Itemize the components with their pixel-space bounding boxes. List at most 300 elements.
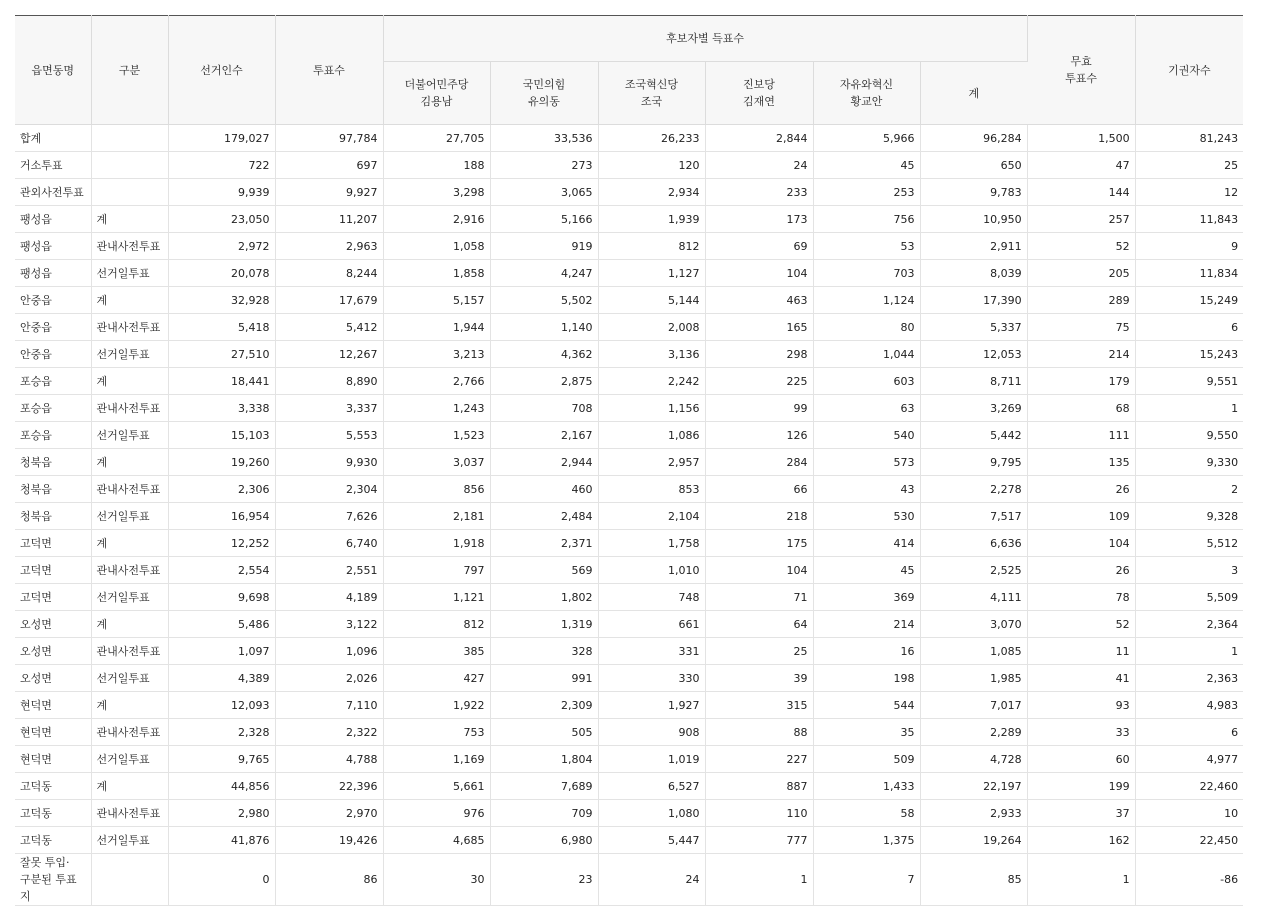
cell-category: 선거일투표 [91,827,168,854]
cell-category: 계 [91,287,168,314]
cell-category [91,854,168,906]
cell-candidate-total: 12,053 [920,341,1027,368]
cell-electors: 32,928 [168,287,275,314]
cell-candidate-1: 27,705 [383,125,490,152]
cell-candidate-1: 1,918 [383,530,490,557]
cell-candidate-2: 23 [490,854,598,906]
cell-category: 계 [91,449,168,476]
cell-candidate-5: 369 [813,584,920,611]
cell-voters: 3,337 [275,395,383,422]
cell-candidate-2: 33,536 [490,125,598,152]
table-header [15,16,1243,125]
cell-electors: 23,050 [168,206,275,233]
cell-candidate-1: 30 [383,854,490,906]
cell-candidate-4: 104 [705,557,813,584]
cell-category: 계 [91,206,168,233]
cell-candidate-3: 1,927 [598,692,705,719]
cell-category: 선거일투표 [91,746,168,773]
header-candidate-group: 후보자별 득표수 [383,16,1027,62]
cell-category [91,125,168,152]
cell-candidate-4: 88 [705,719,813,746]
cell-candidate-2: 569 [490,557,598,584]
cell-candidate-1: 2,181 [383,503,490,530]
cell-category: 관내사전투표 [91,314,168,341]
cell-abstain: 2,363 [1135,665,1243,692]
cell-electors: 2,306 [168,476,275,503]
cell-candidate-2: 3,065 [490,179,598,206]
cell-candidate-2: 919 [490,233,598,260]
cell-candidate-5: 80 [813,314,920,341]
cell-category: 관내사전투표 [91,557,168,584]
cell-abstain: -86 [1135,854,1243,906]
cell-candidate-1: 5,661 [383,773,490,800]
cell-district: 오성면 [15,665,91,692]
cell-electors: 1,097 [168,638,275,665]
cell-candidate-3: 2,104 [598,503,705,530]
candidate-party: 국민의힘 [522,78,566,91]
cell-candidate-total: 1,985 [920,665,1027,692]
cell-candidate-5: 45 [813,152,920,179]
cell-electors: 2,328 [168,719,275,746]
table-row [15,125,1243,152]
cell-district: 포승읍 [15,395,91,422]
cell-candidate-4: 64 [705,611,813,638]
cell-candidate-total: 17,390 [920,287,1027,314]
cell-candidate-4: 99 [705,395,813,422]
cell-electors: 722 [168,152,275,179]
cell-candidate-4: 69 [705,233,813,260]
cell-voters: 12,267 [275,341,383,368]
header-candidate-5 [813,62,920,125]
cell-candidate-4: 218 [705,503,813,530]
cell-invalid: 111 [1027,422,1135,449]
cell-electors: 5,486 [168,611,275,638]
cell-district: 안중읍 [15,314,91,341]
cell-candidate-2: 2,167 [490,422,598,449]
cell-candidate-4: 175 [705,530,813,557]
header-candidate-2 [490,62,598,125]
cell-category: 관내사전투표 [91,395,168,422]
cell-candidate-5: 1,124 [813,287,920,314]
cell-category: 관내사전투표 [91,800,168,827]
cell-candidate-5: 603 [813,368,920,395]
cell-invalid: 199 [1027,773,1135,800]
cell-candidate-1: 856 [383,476,490,503]
cell-candidate-2: 2,371 [490,530,598,557]
cell-abstain: 2,364 [1135,611,1243,638]
cell-candidate-5: 7 [813,854,920,906]
cell-candidate-1: 427 [383,665,490,692]
table-row [15,341,1243,368]
cell-candidate-3: 853 [598,476,705,503]
cell-category: 선거일투표 [91,584,168,611]
cell-candidate-total: 9,795 [920,449,1027,476]
table-row [15,638,1243,665]
cell-electors: 5,418 [168,314,275,341]
cell-candidate-total: 7,017 [920,692,1027,719]
cell-abstain: 12 [1135,179,1243,206]
cell-electors: 2,980 [168,800,275,827]
header-district: 읍면동명 [15,16,91,125]
cell-invalid: 68 [1027,395,1135,422]
cell-electors: 12,252 [168,530,275,557]
cell-invalid: 37 [1027,800,1135,827]
cell-candidate-3: 5,144 [598,287,705,314]
cell-candidate-3: 661 [598,611,705,638]
cell-candidate-4: 165 [705,314,813,341]
cell-candidate-1: 1,922 [383,692,490,719]
cell-district: 포승읍 [15,422,91,449]
cell-invalid: 162 [1027,827,1135,854]
candidate-name: 조국 [640,95,663,108]
header-electors: 선거인수 [168,16,275,125]
cell-electors: 44,856 [168,773,275,800]
cell-candidate-4: 39 [705,665,813,692]
cell-abstain: 22,460 [1135,773,1243,800]
header-invalid-line1: 무효 [1070,55,1092,68]
cell-candidate-4: 777 [705,827,813,854]
cell-abstain: 6 [1135,719,1243,746]
cell-invalid: 52 [1027,611,1135,638]
cell-candidate-4: 1 [705,854,813,906]
cell-category: 선거일투표 [91,503,168,530]
cell-voters: 2,304 [275,476,383,503]
cell-candidate-1: 3,298 [383,179,490,206]
cell-electors: 0 [168,854,275,906]
cell-abstain: 4,977 [1135,746,1243,773]
cell-district: 현덕면 [15,746,91,773]
table-row [15,854,1243,906]
cell-voters: 697 [275,152,383,179]
cell-abstain: 9,330 [1135,449,1243,476]
candidate-name: 유의동 [528,95,560,108]
cell-candidate-1: 2,766 [383,368,490,395]
table-row [15,233,1243,260]
cell-candidate-3: 120 [598,152,705,179]
cell-district: 관외사전투표 [15,179,91,206]
cell-candidate-2: 1,319 [490,611,598,638]
cell-candidate-4: 104 [705,260,813,287]
cell-candidate-total: 650 [920,152,1027,179]
cell-candidate-3: 2,242 [598,368,705,395]
cell-candidate-5: 5,966 [813,125,920,152]
cell-candidate-3: 2,957 [598,449,705,476]
cell-candidate-5: 1,375 [813,827,920,854]
cell-candidate-4: 233 [705,179,813,206]
table-row [15,395,1243,422]
cell-invalid: 78 [1027,584,1135,611]
header-candidate-1 [383,62,490,125]
table-row [15,557,1243,584]
cell-candidate-total: 2,933 [920,800,1027,827]
cell-candidate-1: 797 [383,557,490,584]
table-row [15,449,1243,476]
cell-voters: 8,890 [275,368,383,395]
cell-electors: 2,554 [168,557,275,584]
cell-abstain: 5,512 [1135,530,1243,557]
cell-invalid: 75 [1027,314,1135,341]
cell-candidate-5: 544 [813,692,920,719]
cell-candidate-total: 7,517 [920,503,1027,530]
cell-district: 고덕동 [15,800,91,827]
cell-candidate-4: 2,844 [705,125,813,152]
cell-candidate-5: 414 [813,530,920,557]
cell-candidate-2: 1,804 [490,746,598,773]
cell-voters: 9,930 [275,449,383,476]
table-row [15,476,1243,503]
cell-invalid: 289 [1027,287,1135,314]
election-results-table [15,15,1243,906]
cell-abstain: 11,843 [1135,206,1243,233]
cell-candidate-total: 5,442 [920,422,1027,449]
cell-category: 선거일투표 [91,260,168,287]
cell-category: 관내사전투표 [91,476,168,503]
cell-category: 관내사전투표 [91,233,168,260]
cell-candidate-3: 1,758 [598,530,705,557]
cell-district [15,854,91,906]
cell-invalid: 214 [1027,341,1135,368]
cell-voters: 5,412 [275,314,383,341]
cell-candidate-total: 2,911 [920,233,1027,260]
cell-abstain: 9 [1135,233,1243,260]
cell-candidate-2: 273 [490,152,598,179]
cell-district: 거소투표 [15,152,91,179]
cell-electors: 12,093 [168,692,275,719]
cell-candidate-1: 2,916 [383,206,490,233]
cell-candidate-5: 703 [813,260,920,287]
cell-invalid: 41 [1027,665,1135,692]
header-candidate-3 [598,62,705,125]
district-line2: 구분된 투표지 [20,873,77,903]
cell-category: 선거일투표 [91,341,168,368]
cell-candidate-1: 1,523 [383,422,490,449]
cell-invalid: 33 [1027,719,1135,746]
cell-abstain: 15,243 [1135,341,1243,368]
cell-invalid: 257 [1027,206,1135,233]
candidate-party: 진보당 [743,78,775,91]
cell-candidate-4: 463 [705,287,813,314]
cell-electors: 2,972 [168,233,275,260]
cell-category: 계 [91,611,168,638]
cell-candidate-2: 460 [490,476,598,503]
cell-candidate-5: 35 [813,719,920,746]
table-row [15,503,1243,530]
cell-candidate-total: 2,278 [920,476,1027,503]
table-row [15,800,1243,827]
table-row [15,530,1243,557]
cell-candidate-4: 298 [705,341,813,368]
cell-district: 팽성읍 [15,233,91,260]
cell-district: 안중읍 [15,341,91,368]
cell-invalid: 47 [1027,152,1135,179]
cell-invalid: 93 [1027,692,1135,719]
header-invalid [1027,16,1135,125]
cell-invalid: 205 [1027,260,1135,287]
cell-candidate-1: 812 [383,611,490,638]
cell-candidate-3: 1,086 [598,422,705,449]
table-row [15,179,1243,206]
cell-candidate-2: 4,362 [490,341,598,368]
cell-candidate-4: 66 [705,476,813,503]
cell-candidate-5: 45 [813,557,920,584]
cell-candidate-3: 331 [598,638,705,665]
cell-candidate-3: 2,934 [598,179,705,206]
cell-candidate-4: 173 [705,206,813,233]
cell-candidate-4: 110 [705,800,813,827]
cell-voters: 22,396 [275,773,383,800]
cell-candidate-5: 63 [813,395,920,422]
cell-candidate-2: 2,484 [490,503,598,530]
cell-voters: 97,784 [275,125,383,152]
cell-candidate-3: 6,527 [598,773,705,800]
cell-candidate-total: 10,950 [920,206,1027,233]
cell-candidate-2: 991 [490,665,598,692]
cell-voters: 11,207 [275,206,383,233]
cell-candidate-3: 3,136 [598,341,705,368]
cell-voters: 19,426 [275,827,383,854]
cell-abstain: 11,834 [1135,260,1243,287]
cell-candidate-total: 6,636 [920,530,1027,557]
cell-candidate-2: 709 [490,800,598,827]
cell-district: 청북읍 [15,503,91,530]
cell-invalid: 26 [1027,557,1135,584]
cell-candidate-5: 756 [813,206,920,233]
cell-candidate-1: 3,213 [383,341,490,368]
cell-district: 팽성읍 [15,206,91,233]
cell-candidate-4: 71 [705,584,813,611]
table-row [15,422,1243,449]
table-row [15,827,1243,854]
cell-candidate-2: 6,980 [490,827,598,854]
cell-invalid: 26 [1027,476,1135,503]
cell-candidate-2: 7,689 [490,773,598,800]
cell-candidate-1: 976 [383,800,490,827]
cell-district: 고덕면 [15,530,91,557]
cell-invalid: 179 [1027,368,1135,395]
cell-abstain: 10 [1135,800,1243,827]
table-row [15,665,1243,692]
table-row [15,719,1243,746]
cell-district: 안중읍 [15,287,91,314]
cell-invalid: 144 [1027,179,1135,206]
cell-candidate-3: 812 [598,233,705,260]
cell-candidate-5: 540 [813,422,920,449]
cell-category [91,152,168,179]
cell-candidate-total: 5,337 [920,314,1027,341]
cell-candidate-3: 1,939 [598,206,705,233]
cell-district: 현덕면 [15,719,91,746]
cell-candidate-3: 330 [598,665,705,692]
cell-invalid: 104 [1027,530,1135,557]
cell-candidate-3: 2,008 [598,314,705,341]
cell-candidate-4: 284 [705,449,813,476]
cell-electors: 9,765 [168,746,275,773]
cell-voters: 2,551 [275,557,383,584]
cell-abstain: 81,243 [1135,125,1243,152]
table-row [15,584,1243,611]
cell-candidate-1: 753 [383,719,490,746]
cell-voters: 6,740 [275,530,383,557]
cell-voters: 2,322 [275,719,383,746]
cell-candidate-total: 8,039 [920,260,1027,287]
cell-district: 청북읍 [15,449,91,476]
cell-voters: 5,553 [275,422,383,449]
cell-candidate-5: 198 [813,665,920,692]
cell-candidate-1: 1,121 [383,584,490,611]
table-row [15,692,1243,719]
candidate-party: 자유와혁신 [839,78,894,91]
cell-electors: 9,698 [168,584,275,611]
table-row [15,287,1243,314]
cell-candidate-total: 8,711 [920,368,1027,395]
cell-candidate-5: 53 [813,233,920,260]
candidate-name: 김재연 [743,95,775,108]
cell-candidate-5: 253 [813,179,920,206]
cell-candidate-5: 573 [813,449,920,476]
cell-category: 선거일투표 [91,665,168,692]
cell-candidate-4: 225 [705,368,813,395]
cell-candidate-5: 214 [813,611,920,638]
table-body [15,125,1243,906]
cell-district: 고덕동 [15,773,91,800]
cell-voters: 7,626 [275,503,383,530]
cell-abstain: 9,551 [1135,368,1243,395]
cell-abstain: 4,983 [1135,692,1243,719]
cell-abstain: 3 [1135,557,1243,584]
cell-candidate-3: 1,080 [598,800,705,827]
cell-candidate-4: 126 [705,422,813,449]
cell-candidate-total: 85 [920,854,1027,906]
cell-voters: 1,096 [275,638,383,665]
cell-district: 고덕면 [15,584,91,611]
cell-candidate-total: 3,070 [920,611,1027,638]
cell-electors: 19,260 [168,449,275,476]
cell-candidate-3: 748 [598,584,705,611]
cell-candidate-1: 4,685 [383,827,490,854]
cell-candidate-total: 3,269 [920,395,1027,422]
cell-candidate-1: 1,243 [383,395,490,422]
cell-candidate-2: 708 [490,395,598,422]
cell-candidate-1: 385 [383,638,490,665]
cell-candidate-1: 188 [383,152,490,179]
cell-candidate-5: 43 [813,476,920,503]
cell-invalid: 52 [1027,233,1135,260]
cell-candidate-4: 227 [705,746,813,773]
cell-abstain: 22,450 [1135,827,1243,854]
cell-candidate-1: 1,944 [383,314,490,341]
cell-electors: 27,510 [168,341,275,368]
cell-electors: 9,939 [168,179,275,206]
header-category: 구분 [91,16,168,125]
cell-voters: 17,679 [275,287,383,314]
cell-invalid: 109 [1027,503,1135,530]
results-table-container [15,15,1243,906]
candidate-party: 조국혁신당 [624,78,679,91]
cell-district: 포승읍 [15,368,91,395]
cell-electors: 15,103 [168,422,275,449]
cell-electors: 18,441 [168,368,275,395]
cell-candidate-total: 22,197 [920,773,1027,800]
cell-abstain: 9,550 [1135,422,1243,449]
cell-candidate-3: 1,019 [598,746,705,773]
header-abstain: 기권자수 [1135,16,1243,125]
cell-district: 청북읍 [15,476,91,503]
cell-voters: 86 [275,854,383,906]
cell-voters: 7,110 [275,692,383,719]
header-candidate-4 [705,62,813,125]
header-candidate-total: 계 [920,62,1027,125]
cell-electors: 41,876 [168,827,275,854]
